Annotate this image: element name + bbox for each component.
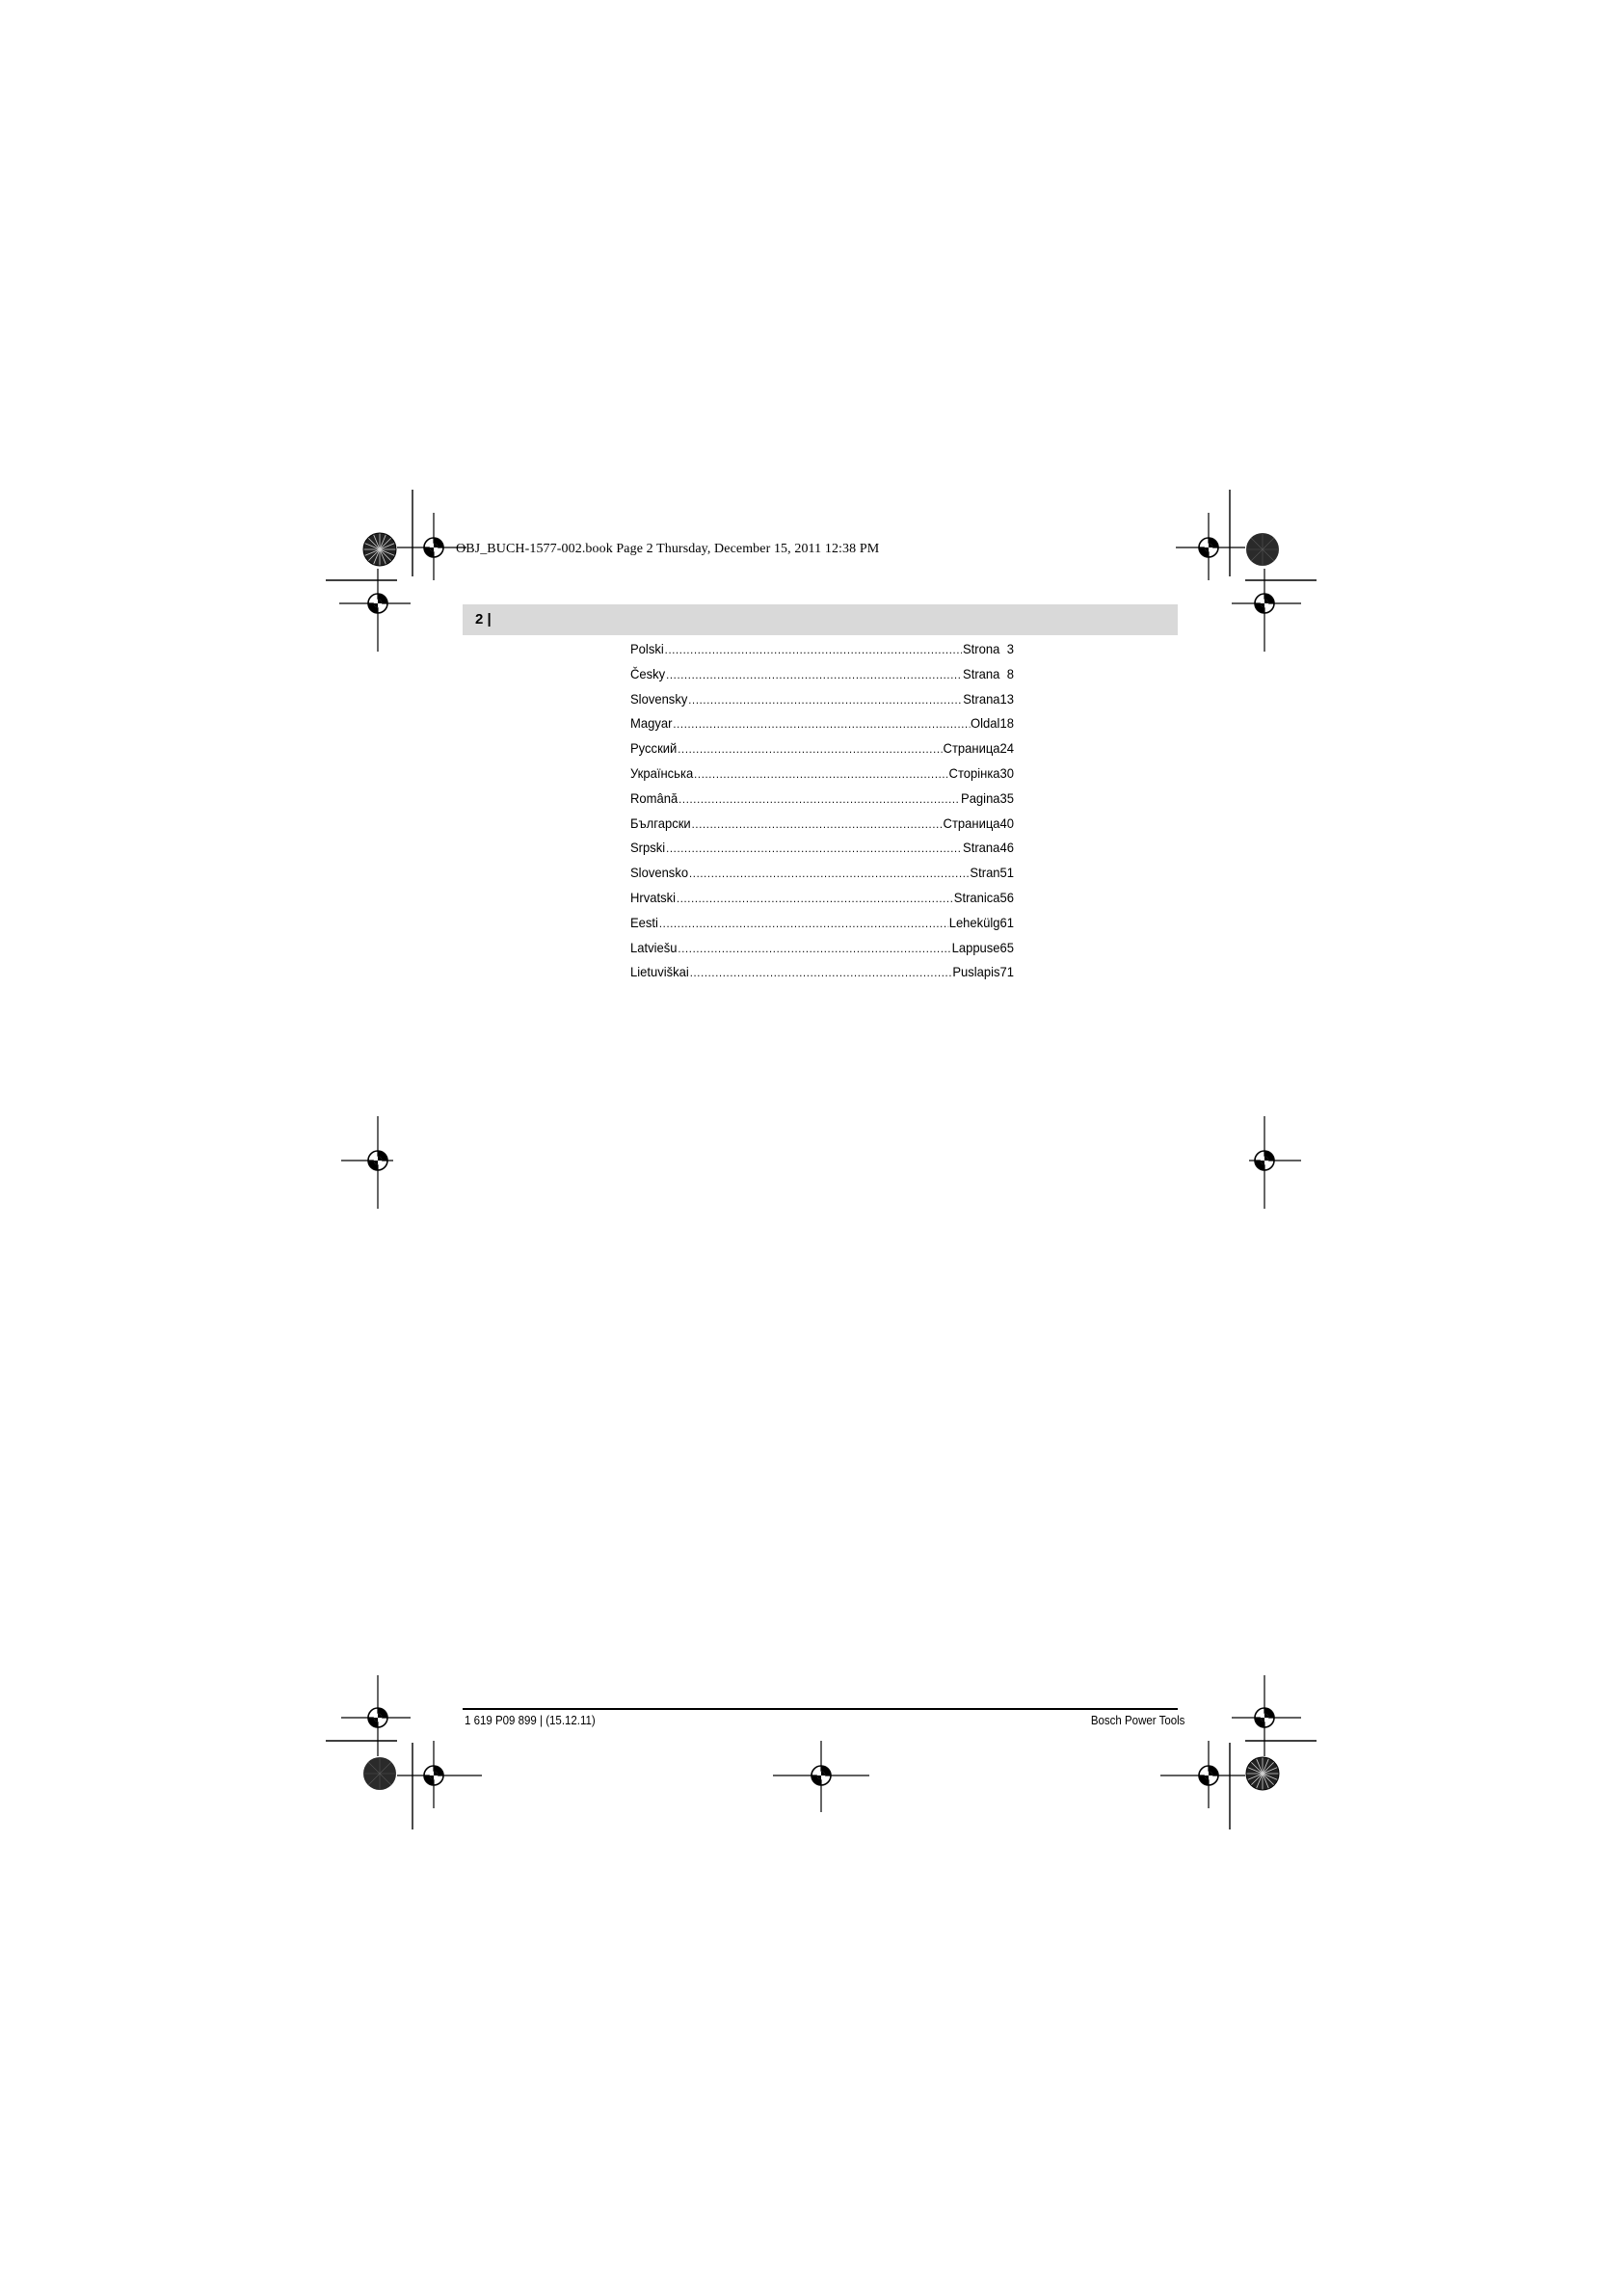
toc-page-number: 24 xyxy=(999,740,1015,757)
toc-page-label: Lappuse xyxy=(951,939,1000,955)
toc-page-label: Lehekülg xyxy=(948,914,1000,930)
toc-page-number: 51 xyxy=(999,865,1015,881)
toc-page-number: 13 xyxy=(999,690,1015,707)
toc-language: Slovensky xyxy=(630,690,688,707)
toc-row xyxy=(630,911,1014,936)
toc-row xyxy=(630,662,1014,687)
toc-page-label: Stran xyxy=(970,865,1000,881)
toc-page-label: Strana xyxy=(963,665,1000,681)
toc-leader-dots xyxy=(694,762,947,788)
toc-page-number: 65 xyxy=(999,939,1015,955)
toc-page-number: 56 xyxy=(999,889,1015,905)
toc-page-number: 30 xyxy=(999,764,1015,781)
toc-leader-dots xyxy=(673,712,970,737)
toc-row xyxy=(630,836,1014,861)
toc-language: Lietuviškai xyxy=(630,964,689,980)
toc-page-label: Oldal xyxy=(970,715,1000,732)
toc-page-number: 46 xyxy=(999,840,1015,856)
toc-page-number: 40 xyxy=(999,814,1015,831)
toc-page-label: Страница xyxy=(943,740,1000,757)
toc-page-number: 71 xyxy=(999,964,1015,980)
toc-language: Latviešu xyxy=(630,939,678,955)
toc-language: Hrvatski xyxy=(630,889,677,905)
toc-language: Česky xyxy=(630,665,666,681)
toc-row xyxy=(630,637,1014,662)
toc-leader-dots xyxy=(678,788,960,813)
toc-row xyxy=(630,812,1014,837)
toc-leader-dots xyxy=(665,638,962,663)
toc-leader-dots xyxy=(666,663,962,688)
toc-row xyxy=(630,886,1014,911)
footer-document-number: 1 619 P09 899 | (15.12.11) xyxy=(465,1714,596,1727)
toc-row xyxy=(630,687,1014,712)
printer-slug-line: OBJ_BUCH-1577-002.book Page 2 Thursday, December 15, 2011 12:38 PM xyxy=(456,542,880,556)
toc-page-number: 18 xyxy=(999,715,1015,732)
toc-row xyxy=(630,736,1014,761)
toc-leader-dots xyxy=(692,813,943,838)
toc-leader-dots xyxy=(659,912,948,937)
toc-page-number: 8 xyxy=(1006,665,1015,681)
toc-row xyxy=(630,787,1014,812)
toc-leader-dots xyxy=(678,937,950,962)
toc-language: Български xyxy=(630,814,691,831)
toc-language: Polski xyxy=(630,641,664,656)
toc-language: Magyar xyxy=(630,715,673,732)
toc-page-label: Сторінка xyxy=(948,764,1000,781)
toc-page-label: Strana xyxy=(963,840,1000,856)
toc-page-label: Pagina xyxy=(961,789,1000,806)
toc-page-label: Strona xyxy=(962,641,1000,656)
toc-leader-dots xyxy=(689,862,969,887)
toc-page-label: Strana xyxy=(963,690,1000,707)
toc-page-number: 3 xyxy=(1006,641,1015,656)
toc-language: Română xyxy=(630,789,678,806)
toc-row xyxy=(630,960,1014,985)
toc-language: Українська xyxy=(630,764,694,781)
toc-row xyxy=(630,761,1014,787)
toc-language: Srpski xyxy=(630,840,666,856)
toc-row xyxy=(630,711,1014,736)
toc-page-number: 35 xyxy=(999,789,1015,806)
toc-page-label: Puslapis xyxy=(952,964,1000,980)
toc-page-number: 61 xyxy=(999,914,1015,930)
footer-rule xyxy=(463,1708,1178,1710)
toc-row xyxy=(630,936,1014,961)
page-number: 2 | xyxy=(475,611,492,627)
footer-brand: Bosch Power Tools xyxy=(1090,1714,1185,1727)
toc-language: Eesti xyxy=(630,914,658,930)
toc-language: Русский xyxy=(630,740,678,757)
table-of-contents xyxy=(630,637,1014,985)
toc-page-label: Страница xyxy=(943,814,1000,831)
toc-leader-dots xyxy=(690,961,952,986)
toc-leader-dots xyxy=(688,688,962,713)
toc-leader-dots xyxy=(677,887,953,912)
toc-page-label: Stranica xyxy=(953,889,1000,905)
toc-leader-dots xyxy=(666,837,962,862)
toc-leader-dots xyxy=(678,737,942,762)
page-header-bar xyxy=(463,604,1178,635)
toc-row xyxy=(630,861,1014,886)
toc-language: Slovensko xyxy=(630,865,689,881)
